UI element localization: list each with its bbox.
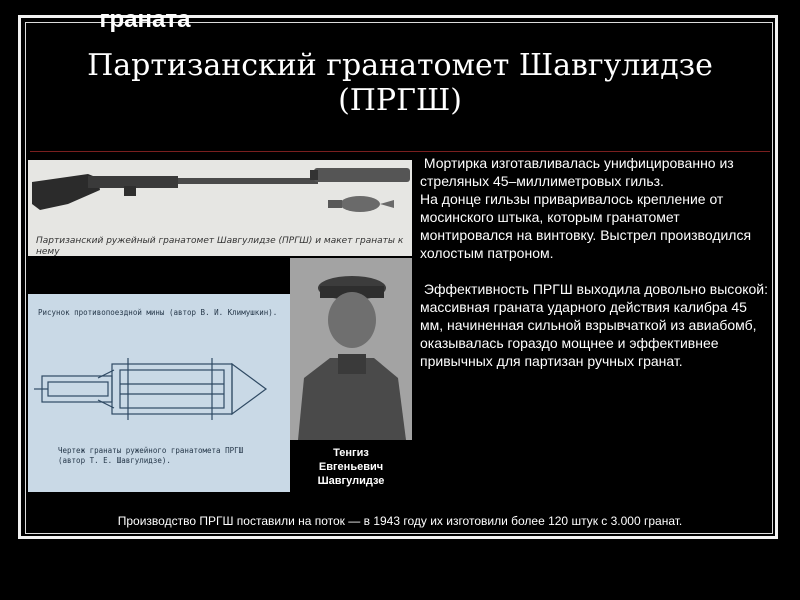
drawing-caption-bottom: Чертеж гранаты ружейного гранатомета ПРГШ (автор Т. Е. Шавгулидзе). (58, 446, 244, 465)
rifle-caption: Партизанский ружейный гранатомет Шавгулидзе (ПРГШ) и макет гранаты к нему (36, 236, 404, 256)
portrait-caption: Тенгиз Евгеньевич Шавгулидзе (317, 447, 385, 487)
drawing-caption-top: Рисунок противопоездной мины (автор В. И. Климушкин). (38, 308, 278, 317)
rifle-image (28, 160, 412, 256)
body-text (420, 154, 772, 370)
grenade-label: граната (99, 6, 191, 33)
footer-note: Производство ПРГШ поставили на поток — в 1943 году их изготовили более 120 штук с 3.000 гранат. (117, 514, 683, 528)
title-divider (30, 151, 770, 152)
grenade-label-box (28, 256, 290, 294)
slide-title: Партизанский гранатомет Шавгулидзе (ПРГШ) (87, 48, 713, 118)
grenade-drawing (28, 294, 290, 492)
body-paragraph-1: Мортирка изготавливалась унифицированно из стреляных 45–миллиметровых гильз. На донце гильзы приваривалось крепление от мосинского штыка, которым гранатомет монтировался на винтовку. Выстрел производился холостым патроном. (420, 155, 752, 261)
portrait-illustration (290, 258, 412, 440)
portrait-photo (290, 258, 412, 440)
body-paragraph-2: Эффективность ПРГШ выходила довольно высокой: массивная граната ударного действия калибра 45 мм, начиненная сильной взрывчаткой из авиабомб, оказывалась гораздо мощнее и эффективнее привычных для партизан ручных гранат. (420, 281, 772, 369)
